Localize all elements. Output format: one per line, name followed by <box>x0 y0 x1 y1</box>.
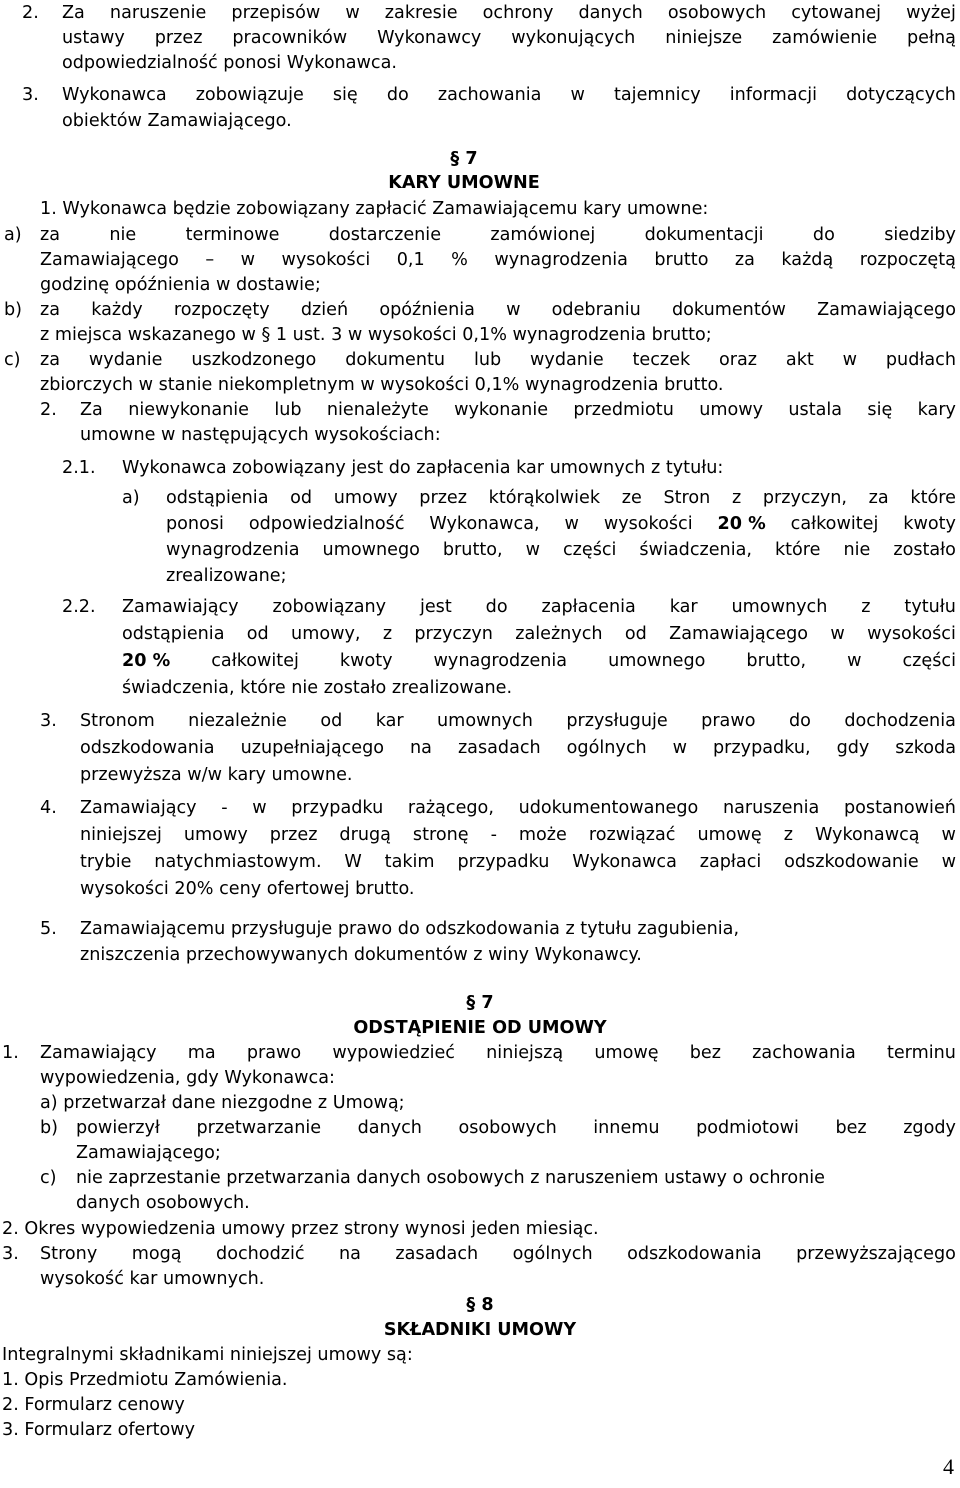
list-item: 2. Formularz cenowy <box>2 1395 185 1415</box>
word: brutto <box>654 250 709 270</box>
word: cytowanej <box>791 3 882 23</box>
word: zamówionej <box>490 225 596 245</box>
word: drugą <box>339 825 391 845</box>
word: z <box>731 488 742 508</box>
item-letter: b) <box>40 1118 59 1138</box>
word: udokumentowanego <box>518 798 699 818</box>
word: dochodzenia <box>844 711 956 731</box>
word: przez <box>419 488 467 508</box>
word: umowę <box>594 1043 659 1063</box>
word: wysokości <box>603 514 693 534</box>
word: natychmiastowym. <box>154 852 322 872</box>
word: się <box>332 85 358 105</box>
word: nienależyte <box>326 400 429 420</box>
paragraph-line <box>166 537 956 563</box>
word: kar <box>375 711 404 731</box>
word: części <box>902 651 956 671</box>
word: dokumentu <box>345 350 446 370</box>
word: dokumentacji <box>644 225 764 245</box>
word: od <box>624 624 647 644</box>
paragraph-line: umowne w następujących wysokościach: <box>80 425 441 445</box>
paragraph-line: godzinę opóźnienia w dostawie; <box>40 275 321 295</box>
paragraph-line: odpowiedzialność ponosi Wykonawca. <box>62 53 397 73</box>
word: takim <box>384 852 435 872</box>
word: nie <box>843 540 871 560</box>
word: w <box>240 250 256 270</box>
word: zakresie <box>384 3 458 23</box>
word: wynagrodzenia <box>494 250 628 270</box>
word: Stronom <box>80 711 155 731</box>
paragraph-line: wysokość kar umownych. <box>40 1269 265 1289</box>
word: Zamawiającego <box>669 624 809 644</box>
word: umowy <box>183 825 248 845</box>
word: tytułu <box>904 597 956 617</box>
paragraph-line <box>62 0 956 26</box>
paragraph-line <box>76 1115 956 1141</box>
page-number: 4 <box>943 1454 954 1479</box>
word: przez <box>154 28 203 48</box>
word: przez <box>269 825 318 845</box>
word: lub <box>274 400 302 420</box>
word: umowy <box>333 488 398 508</box>
word: odszkodowania <box>627 1244 762 1264</box>
word: się <box>867 400 893 420</box>
word: teczek <box>632 350 691 370</box>
word: którąkolwiek <box>488 488 601 508</box>
word: wypowiedzieć <box>332 1043 455 1063</box>
word: od <box>290 488 313 508</box>
word: w <box>564 514 579 534</box>
word: każdy <box>91 300 143 320</box>
item-number: 3. <box>2 1244 19 1264</box>
word: za <box>734 250 755 270</box>
word: pracowników <box>232 28 348 48</box>
subitem-number: 2.2. <box>62 597 96 617</box>
item-number: 1. <box>2 1043 19 1063</box>
word: Zamawiającego <box>40 250 179 270</box>
word: Zamawiający <box>80 798 197 818</box>
paragraph-line <box>40 1040 956 1066</box>
section-title: ODSTĄPIENIE OD UMOWY <box>353 1018 607 1038</box>
word: niezależnie <box>188 711 287 731</box>
word: przedmiotu <box>573 400 674 420</box>
word: w <box>941 852 956 872</box>
word: umowę <box>697 825 762 845</box>
word: do <box>812 225 835 245</box>
word: od <box>246 624 269 644</box>
word: jest <box>419 597 452 617</box>
word: Wykonawca, <box>429 514 540 534</box>
paragraph-line <box>80 397 956 423</box>
word: ogólnych <box>512 1244 593 1264</box>
word: umowy <box>699 400 764 420</box>
percentage-bold: 20 % <box>717 514 766 534</box>
word: z <box>861 597 871 617</box>
paragraph-line: Integralnymi składnikami niniejszej umowy są: <box>2 1345 413 1365</box>
word: przypadku, <box>713 738 811 758</box>
word: do <box>485 597 508 617</box>
paragraph-line: a) przetwarzał dane niezgodne z Umową; <box>40 1093 405 1113</box>
word: za <box>40 350 61 370</box>
item-letter: b) <box>4 300 23 320</box>
word: Wykonawca <box>62 85 167 105</box>
word: naruszenie <box>109 3 207 23</box>
word: przyczyn <box>414 624 493 644</box>
paragraph-line: obiektów Zamawiającego. <box>62 111 292 131</box>
paragraph-line: z miejsca wskazanego w § 1 ust. 3 w wysokości 0,1% wynagrodzenia brutto; <box>40 325 712 345</box>
paragraph-line <box>40 297 956 323</box>
word: Strony <box>40 1244 98 1264</box>
word: Stron <box>663 488 711 508</box>
word: na <box>339 1244 361 1264</box>
word: za <box>868 488 889 508</box>
paragraph-line <box>80 708 956 734</box>
word: 0,1 <box>396 250 425 270</box>
word: Za <box>80 400 103 420</box>
word: wysokości <box>867 624 956 644</box>
word: umownego <box>322 540 420 560</box>
paragraph-line: zbiorczych w stanie niekompletnym w wysokości 0,1% wynagrodzenia brutto. <box>40 375 724 395</box>
paragraph-line <box>122 594 956 620</box>
word: na <box>410 738 432 758</box>
word: niewykonanie <box>128 400 249 420</box>
word: ma <box>187 1043 216 1063</box>
word: kwoty <box>903 514 956 534</box>
item-number: 3. <box>22 85 39 105</box>
word: w <box>847 651 862 671</box>
paragraph-line <box>166 511 956 537</box>
item-number: 5. <box>40 919 57 939</box>
paragraph-line: wysokości 20% ceny ofertowej brutto. <box>80 879 415 899</box>
paragraph-line <box>40 347 956 373</box>
paragraph-line <box>40 247 956 273</box>
word: z <box>382 624 393 644</box>
word: wydanie <box>88 350 163 370</box>
word: uszkodzonego <box>191 350 317 370</box>
word: w <box>570 85 585 105</box>
word: wykonanie <box>454 400 549 420</box>
word: prawo <box>246 1043 302 1063</box>
word: od <box>320 711 343 731</box>
word: wysokości <box>281 250 371 270</box>
word: % <box>451 250 468 270</box>
word: Zamawiającego <box>817 300 956 320</box>
item-letter: c) <box>40 1168 57 1188</box>
item-letter: a) <box>122 488 140 508</box>
word: lub <box>473 350 502 370</box>
word: wynagrodzenia <box>166 540 300 560</box>
word: Wykonawcą <box>814 825 920 845</box>
word: wydanie <box>530 350 604 370</box>
paragraph-line: Zamawiającego; <box>76 1143 221 1163</box>
word: Zamawiający <box>122 597 239 617</box>
word: może <box>518 825 567 845</box>
list-item: 3. Formularz ofertowy <box>2 1420 196 1440</box>
subitem-number: 2.1. <box>62 458 96 478</box>
paragraph-line: zrealizowane; <box>166 566 287 586</box>
word: do <box>788 711 811 731</box>
word: osobowych <box>458 1118 557 1138</box>
item-letter: a) <box>4 225 22 245</box>
section-symbol: § 8 <box>466 1295 494 1315</box>
word: w <box>941 825 956 845</box>
word: świadczenia, <box>639 540 752 560</box>
word: całkowitej <box>790 514 879 534</box>
paragraph-line <box>40 222 956 248</box>
word: zasadach <box>395 1244 479 1264</box>
word: zostało <box>893 540 956 560</box>
word: danych <box>357 1118 422 1138</box>
paragraph-line <box>62 82 956 108</box>
word: ze <box>621 488 642 508</box>
word: brutto, <box>442 540 503 560</box>
word: w <box>672 738 688 758</box>
word: zobowiązuje <box>195 85 304 105</box>
paragraph-line <box>122 621 956 647</box>
paragraph-line <box>40 1241 956 1267</box>
word: rozpoczęty <box>173 300 270 320</box>
section-title: KARY UMOWNE <box>388 173 540 193</box>
item-number: 4. <box>40 798 57 818</box>
word: zapłacenia <box>541 597 636 617</box>
word: zachowania <box>752 1043 856 1063</box>
word: w <box>252 798 267 818</box>
word: umownego <box>608 651 706 671</box>
word: odstąpienia <box>166 488 269 508</box>
word: pełną <box>907 28 956 48</box>
word: prawo <box>701 711 756 731</box>
word: terminowe <box>185 225 280 245</box>
word: uzupełniającego <box>240 738 385 758</box>
word: rażącego, <box>407 798 494 818</box>
word: umownych <box>731 597 828 617</box>
word: zgody <box>903 1118 956 1138</box>
word: przetwarzanie <box>196 1118 322 1138</box>
word: osobowych <box>667 3 767 23</box>
word: trybie <box>80 852 132 872</box>
word: zachowania <box>437 85 542 105</box>
word: nie <box>109 225 137 245</box>
word: przypadku <box>291 798 384 818</box>
word: zasadach <box>457 738 541 758</box>
word: zależnych <box>515 624 603 644</box>
paragraph-line <box>80 735 956 761</box>
word: kar <box>669 597 698 617</box>
word: ustawy <box>62 28 125 48</box>
paragraph-line: świadczenia, które nie zostało zrealizowane. <box>122 678 513 698</box>
word: niniejszą <box>486 1043 564 1063</box>
paragraph-line <box>62 25 956 51</box>
word: zobowiązany <box>272 597 387 617</box>
word: tajemnicy <box>614 85 701 105</box>
word: kary <box>917 400 956 420</box>
word: dotyczących <box>846 85 956 105</box>
item-number: 2. <box>40 400 57 420</box>
word: dzień <box>300 300 349 320</box>
paragraph-line: nie zaprzestanie przetwarzania danych osobowych z naruszeniem ustawy o ochronie <box>76 1168 825 1188</box>
word: bez <box>689 1043 721 1063</box>
word: zapłaci <box>699 852 762 872</box>
paragraph-line <box>80 822 956 848</box>
word: w <box>345 3 360 23</box>
word: siedziby <box>884 225 956 245</box>
word: dochodzić <box>216 1244 305 1264</box>
paragraph-line: Zamawiającemu przysługuje prawo do odszkodowania z tytułu zagubienia, <box>80 919 740 939</box>
word: oraz <box>719 350 758 370</box>
word: niniejszej <box>80 825 162 845</box>
word: umownych <box>437 711 533 731</box>
word: danych <box>578 3 643 23</box>
word: za <box>40 300 61 320</box>
section-symbol: § 7 <box>466 993 494 1013</box>
word: powierzył <box>76 1118 160 1138</box>
word: terminu <box>886 1043 956 1063</box>
word: W <box>344 852 362 872</box>
section-symbol: § 7 <box>450 149 478 169</box>
word: do <box>386 85 409 105</box>
word: odebraniu <box>551 300 641 320</box>
word: brutto, <box>746 651 807 671</box>
word: stronę <box>412 825 469 845</box>
word: odszkodowanie <box>784 852 919 872</box>
word: szkoda <box>895 738 956 758</box>
word: Wykonawcy <box>377 28 482 48</box>
word: niniejsze <box>665 28 743 48</box>
word: odpowiedzialność <box>248 514 405 534</box>
word: mogą <box>131 1244 182 1264</box>
word: w <box>842 350 858 370</box>
word: przyczyn, <box>762 488 847 508</box>
word: wyżej <box>906 3 956 23</box>
word: każdą <box>781 250 834 270</box>
word: Zamawiający <box>40 1043 157 1063</box>
word: przysługuje <box>566 711 668 731</box>
item-number: 2. <box>22 3 39 23</box>
word: bez <box>835 1118 867 1138</box>
word: w <box>830 624 845 644</box>
word: gdy <box>836 738 870 758</box>
word: Wykonawca <box>572 852 677 872</box>
word: – <box>205 250 215 270</box>
percentage-bold: 20 % <box>122 651 171 671</box>
word: informacji <box>729 85 818 105</box>
word: podmiotowi <box>696 1118 799 1138</box>
word: za <box>40 225 61 245</box>
word: innemu <box>593 1118 660 1138</box>
word: ustala <box>788 400 843 420</box>
paragraph-line <box>80 795 956 821</box>
word: umowy, <box>291 624 361 644</box>
item-letter: c) <box>4 350 21 370</box>
word: naruszenia <box>722 798 820 818</box>
paragraph-line: 2. Okres wypowiedzenia umowy przez strony wynosi jeden miesiąc. <box>2 1219 599 1239</box>
word: w <box>525 540 540 560</box>
word: części <box>562 540 617 560</box>
word: przepisów <box>231 3 321 23</box>
word: postanowień <box>843 798 956 818</box>
word: które <box>910 488 956 508</box>
word: - <box>221 798 228 818</box>
word: wykonujących <box>511 28 636 48</box>
word: zamówienie <box>772 28 878 48</box>
word: odszkodowania <box>80 738 215 758</box>
word: ogólnych <box>566 738 647 758</box>
section-title: SKŁADNIKI UMOWY <box>383 1320 577 1340</box>
paragraph-line: Wykonawca zobowiązany jest do zapłacenia kar umownych z tytułu: <box>122 458 724 478</box>
word: przypadku <box>457 852 550 872</box>
word: dokumentów <box>671 300 786 320</box>
word: ponosi <box>166 514 224 534</box>
word: - <box>490 825 497 845</box>
word: wynagrodzenia <box>433 651 568 671</box>
paragraph-line: przewyższa w/w kary umowne. <box>80 765 353 785</box>
item-number: 3. <box>40 711 57 731</box>
word: rozpoczętą <box>859 250 956 270</box>
paragraph-line: danych osobowych. <box>76 1193 250 1213</box>
paragraph-line <box>122 648 956 674</box>
word: całkowitej <box>211 651 299 671</box>
paragraph-line: wypowiedzenia, gdy Wykonawca: <box>40 1068 335 1088</box>
paragraph-line: zniszczenia przechowywanych dokumentów z winy Wykonawcy. <box>80 945 642 965</box>
paragraph-line: 1. Wykonawca będzie zobowiązany zapłacić Zamawiającemu kary umowne: <box>40 199 709 219</box>
word: w <box>506 300 521 320</box>
list-item: 1. Opis Przedmiotu Zamówienia. <box>2 1370 288 1390</box>
word: akt <box>785 350 814 370</box>
word: odstąpienia <box>122 624 225 644</box>
word: dostarczenie <box>328 225 442 245</box>
word: które <box>774 540 821 560</box>
word: ochrony <box>482 3 554 23</box>
word: kwoty <box>339 651 393 671</box>
word: rozwiązać <box>588 825 676 845</box>
word: z <box>783 825 793 845</box>
paragraph-line <box>166 485 956 511</box>
word: Za <box>62 3 85 23</box>
paragraph-line <box>80 849 956 875</box>
word: opóźnienia <box>379 300 475 320</box>
word: pudłach <box>885 350 956 370</box>
word: przewyższającego <box>796 1244 956 1264</box>
